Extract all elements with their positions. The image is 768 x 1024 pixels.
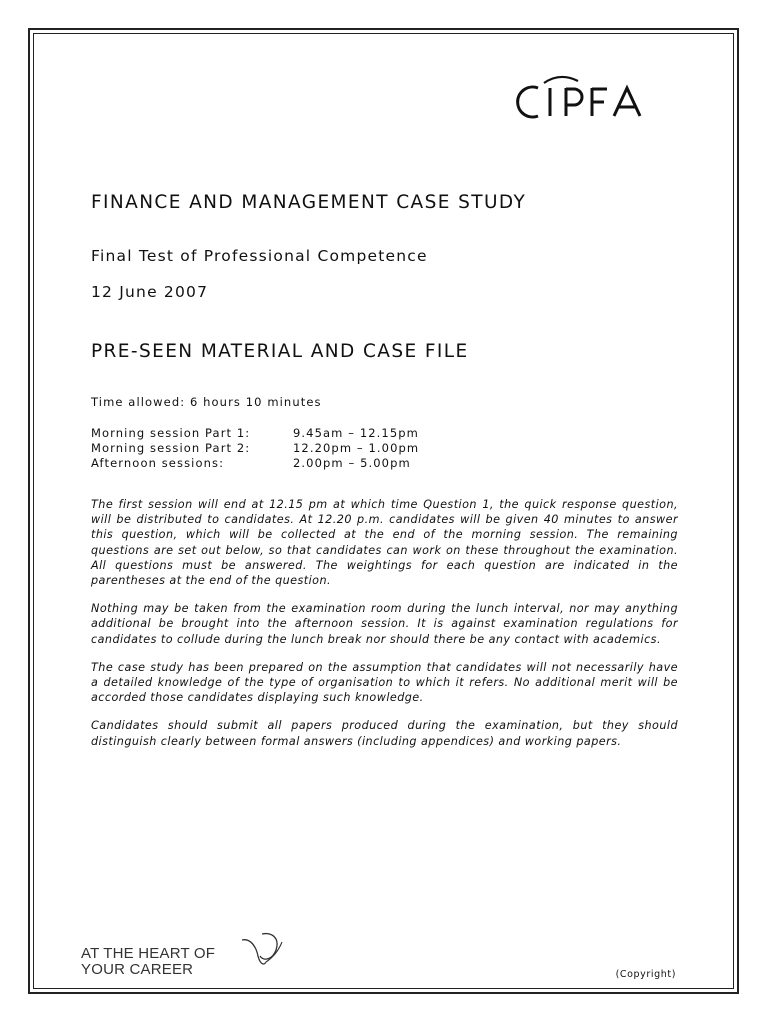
footer-tagline [81,932,291,984]
session-row [91,426,419,441]
tagline-line: AT THE HEART OF [81,945,216,962]
instruction-paragraph: Nothing may be taken from the examination room during the lunch interval, nor may anything additional be brought into the afternoon session. It is against examination regulations for candidates to collude during the lunch break nor should there be any contact with academics. [91,602,678,646]
session-row [91,441,419,456]
instruction-paragraph: Candidates should submit all papers produced during the examination, but they should distinguish clearly between formal answers (including appendices) and working papers. [91,719,678,748]
copyright-notice: (Copyright) [615,969,676,980]
session-label: Afternoon sessions: [91,456,225,470]
session-row [91,456,419,471]
cipfa-logo [508,72,676,124]
session-time: 9.45am – 12.15pm [293,426,419,440]
tagline-line: YOUR CAREER [81,961,194,978]
session-label: Morning session Part 1: [91,426,251,440]
session-time: 12.20pm – 1.00pm [293,441,420,455]
time-allowed: Time allowed: 6 hours 10 minutes [91,395,322,409]
instruction-paragraph: The first session will end at 12.15 pm at which time Question 1, the quick response question, will be distributed to candidates. At 12.20 p.m. candidates will be given 40 minutes to answer this question, which will be collected at the end of the morning session. The remaining questions are set out below, so that candidates can work on these throughout the examination. All questions must be answered. The weightings for each question are indicated in the parentheses at the end of the question. [91,498,678,588]
session-schedule [91,426,419,471]
document-subtitle: Final Test of Professional Competence [91,247,428,265]
session-label: Morning session Part 2: [91,441,251,455]
exam-date: 12 June 2007 [91,283,209,301]
tagline-text [81,946,215,978]
document-title: FINANCE AND MANAGEMENT CASE STUDY [91,192,527,213]
section-title: PRE-SEEN MATERIAL AND CASE FILE [91,341,469,362]
instructions [91,497,678,762]
session-time: 2.00pm – 5.00pm [293,456,411,470]
swirl-mark-icon [240,932,286,968]
instruction-paragraph: The case study has been prepared on the assumption that candidates will not necessarily have a detailed knowledge of the type of organisation to which it refers. No additional merit will be accorded those candidates displaying such knowledge. [91,660,678,705]
